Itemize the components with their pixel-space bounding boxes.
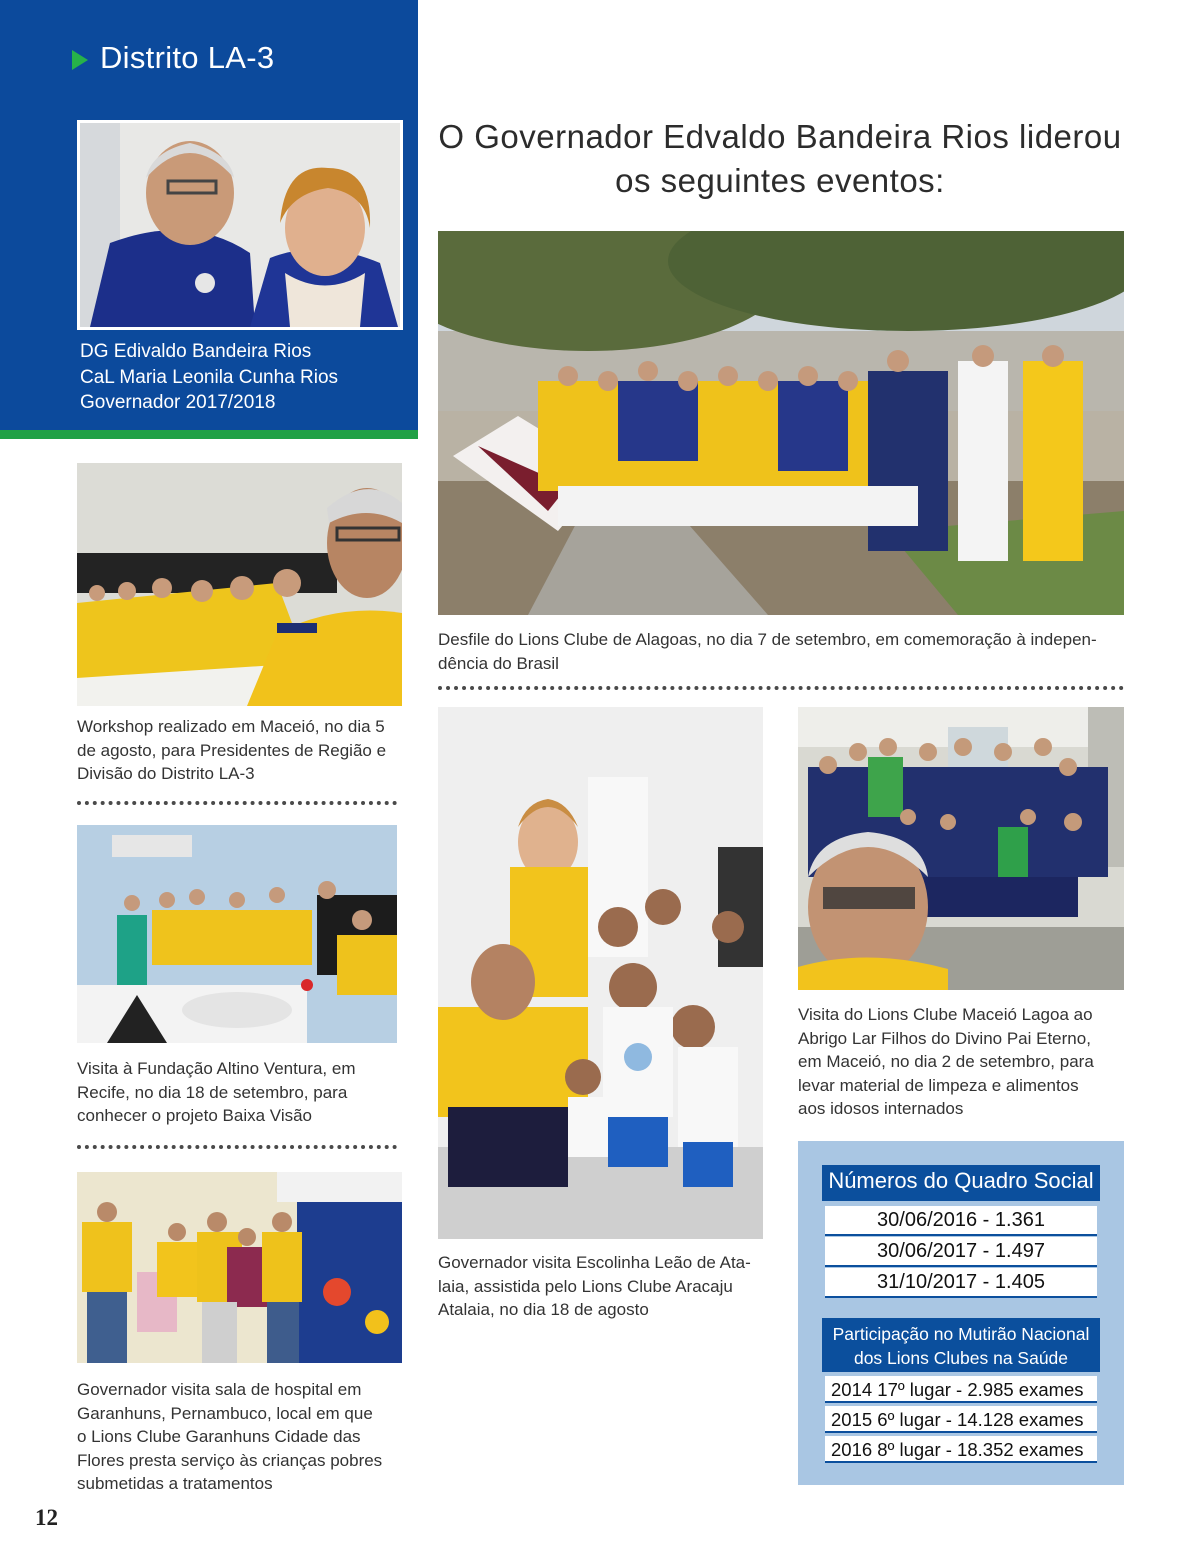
membership-row: 31/10/2017 - 1.405 xyxy=(825,1268,1097,1298)
foundation-visit-photo xyxy=(77,825,397,1043)
headline-line: O Governador Edvaldo Bandeira Rios liderou xyxy=(438,118,1122,155)
caption-line: Workshop realizado em Maceió, no dia 5 xyxy=(77,717,385,736)
caption-line: dência do Brasil xyxy=(438,653,559,673)
shelter-caption xyxy=(798,1003,1094,1121)
caption-line: Desfile do Lions Clube de Alagoas, no dia 7 de setembro, em comemoração à indepen- xyxy=(438,630,1097,649)
dotted-divider xyxy=(77,801,397,805)
dotted-divider xyxy=(77,1145,397,1149)
caption-line: Visita à Fundação Altino Ventura, em xyxy=(77,1059,356,1078)
membership-row: 30/06/2016 - 1.361 xyxy=(825,1206,1097,1236)
caption-line: levar material de limpeza e alimentos xyxy=(798,1075,1079,1095)
page-headline xyxy=(430,115,1130,203)
headline-line: os seguintes eventos: xyxy=(615,162,945,199)
caption-line: Visita do Lions Clube Maceió Lagoa ao xyxy=(798,1005,1093,1024)
portrait-caption-line: DG Edivaldo Bandeira Rios xyxy=(80,341,312,362)
caption-line: Divisão do Distrito LA-3 xyxy=(77,764,255,783)
caption-line: Garanhuns, Pernambuco, local em que xyxy=(77,1403,373,1423)
caption-line: Governador visita sala de hospital em xyxy=(77,1380,362,1399)
school-caption xyxy=(438,1251,751,1322)
caption-line: laia, assistida pelo Lions Clube Aracaju xyxy=(438,1276,733,1296)
membership-row: 30/06/2017 - 1.497 xyxy=(825,1237,1097,1267)
portrait-caption-line: Governador 2017/2018 xyxy=(80,392,276,413)
stats-title: Números do Quadro Social xyxy=(828,1168,1094,1193)
section-title: Distrito LA-3 xyxy=(100,40,275,75)
mutirao-title xyxy=(822,1322,1100,1370)
foundation-caption xyxy=(77,1057,355,1128)
governor-portrait-photo xyxy=(80,123,400,327)
caption-line: Flores presta serviço às crianças pobres xyxy=(77,1450,383,1470)
caption-line: Governador visita Escolinha Leão de Ata- xyxy=(438,1253,751,1272)
portrait-caption-line: CaL Maria Leonila Cunha Rios xyxy=(80,366,339,388)
play-arrow-icon xyxy=(72,50,88,70)
mutirao-row: 2015 6º lugar - 14.128 exames xyxy=(825,1406,1097,1433)
portrait-caption xyxy=(80,339,338,416)
workshop-photo xyxy=(77,463,402,706)
hospital-visit-photo xyxy=(77,1172,402,1363)
caption-line: Abrigo Lar Filhos do Divino Pai Eterno, xyxy=(798,1028,1091,1048)
mutirao-row: 2014 17º lugar - 2.985 exames xyxy=(825,1376,1097,1403)
parade-group-photo xyxy=(438,231,1124,615)
caption-line: em Maceió, no dia 2 de setembro, para xyxy=(798,1052,1094,1071)
caption-line: aos idosos internados xyxy=(798,1099,964,1118)
school-visit-photo xyxy=(438,707,763,1239)
page-number: 12 xyxy=(35,1505,58,1530)
caption-line: de agosto, para Presidentes de Região e xyxy=(77,740,387,760)
mutirao-title-line: Participação no Mutirão Nacional xyxy=(832,1324,1090,1344)
caption-line: Atalaia, no dia 18 de agosto xyxy=(438,1300,649,1319)
parade-caption xyxy=(438,628,1097,675)
caption-line: conhecer o projeto Baixa Visão xyxy=(77,1106,313,1125)
caption-line: submetidas a tratamentos xyxy=(77,1474,273,1493)
workshop-caption xyxy=(77,715,386,786)
caption-line: o Lions Clube Garanhuns Cidade das xyxy=(77,1427,361,1446)
mutirao-row: 2016 8º lugar - 18.352 exames xyxy=(825,1436,1097,1463)
mutirao-title-line: dos Lions Clubes na Saúde xyxy=(853,1348,1069,1368)
dotted-divider xyxy=(438,686,1124,690)
shelter-visit-photo xyxy=(798,707,1124,990)
green-divider xyxy=(0,430,418,439)
caption-line: Recife, no dia 18 de setembro, para xyxy=(77,1082,348,1102)
hospital-caption xyxy=(77,1378,382,1496)
